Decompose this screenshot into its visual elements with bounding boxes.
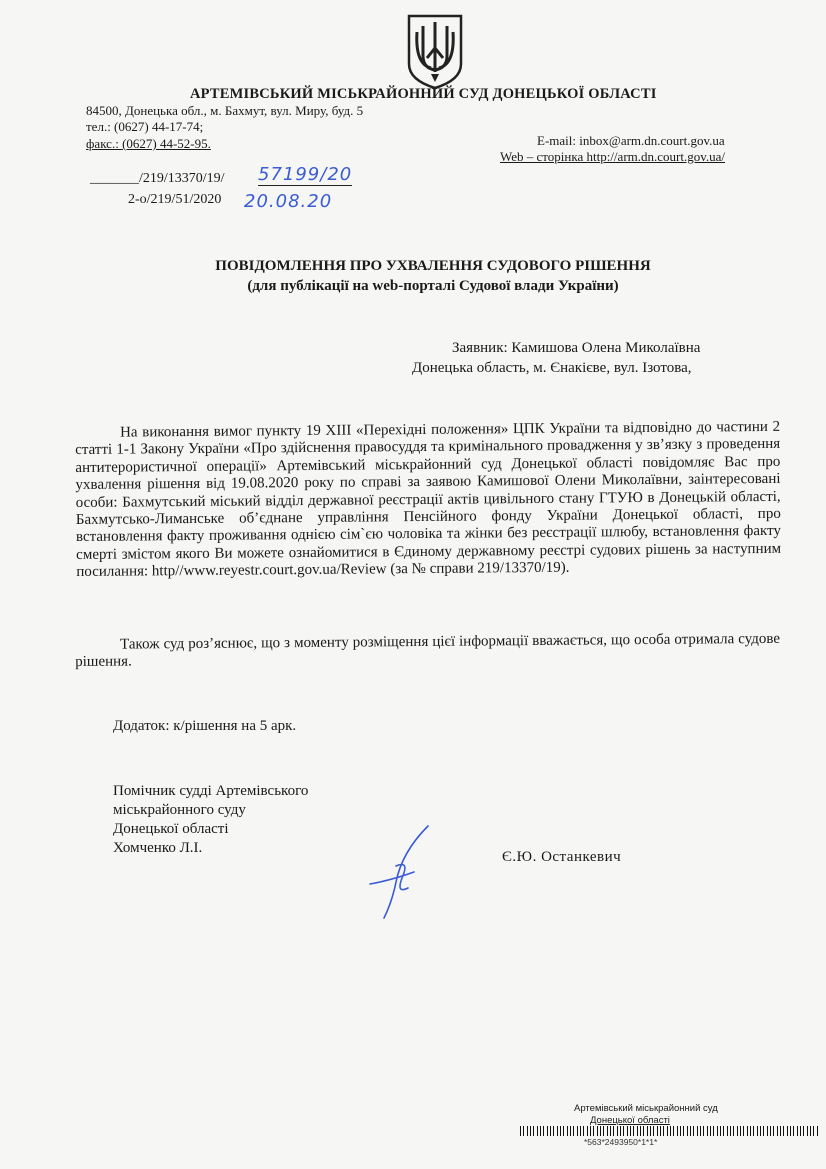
case-reference: _______/219/13370/19/ bbox=[90, 171, 225, 186]
court-fax: факс.: (0627) 44-52-95. bbox=[86, 136, 211, 151]
signer-title-line: Помічник судді Артемівського bbox=[113, 783, 309, 799]
document-title: ПОВІДОМЛЕННЯ ПРО УХВАЛЕННЯ СУДОВОГО РІШЕННЯ bbox=[215, 258, 651, 274]
case-reference-secondary: 2-о/219/51/2020 bbox=[128, 192, 222, 207]
court-phone: тел.: (0627) 44-17-74; bbox=[86, 119, 204, 134]
notice-paragraph: На виконання вимог пункту 19 XIII «Перехідні положення» ЦПК України та відповідно до частини 2 статті 1-1 Закону України «Про здійснення правосуддя та кримінального провадження у зв’язку з проведення антитерористичної операції» Артемівський міськрайонний суд Донецької області повідомляє Вас про ухвалення рішення від 19.08.2020 року по справі за заявою Камишової Олени Миколаївни, заінтересовані особи: Бахмутський міський відділ державної реєстрації актів цивільного стану ГТУЮ в Донецькій області, Бахмутсько-Лиманське об’єднане управління Пенсійного фонду України Донецької області, про встановлення факту проживання однією сім`єю чоловіка та жінки без реєстрації шлюбу, встановлення факту смерті змістом якого Ви можете ознайомитися в Єдиному державному реєстрі судових рішень за наступним посилання: http//www.reyestr.court.gov.ua/Review (за № справи 219/13370/19). bbox=[75, 418, 782, 581]
handwritten-signature-icon bbox=[362, 822, 442, 922]
applicant-address: Донецька область, м. Єнакієве, вул. Ізотова, bbox=[412, 360, 692, 376]
stamp-court-name: Артемівський міськрайонний суд bbox=[574, 1103, 718, 1114]
court-website-link[interactable]: Web – сторінка http://arm.dn.court.gov.ua/ bbox=[500, 149, 726, 164]
court-email: E-mail: inbox@arm.dn.court.gov.ua bbox=[537, 133, 725, 148]
trident-emblem-icon bbox=[405, 12, 465, 90]
court-address: 84500, Донецька обл., м. Бахмут, вул. Миру, буд. 5 bbox=[86, 103, 364, 118]
signer-title-line: Донецької області bbox=[113, 821, 229, 837]
applicant-name: Заявник: Камишова Олена Миколаївна bbox=[452, 340, 701, 356]
handwritten-outgoing-number: 57199/20 bbox=[258, 164, 353, 185]
signer-title-line: міськрайонного суду bbox=[113, 802, 246, 818]
attachment-note: Додаток: к/рішення на 5 арк. bbox=[113, 718, 297, 734]
document-subtitle: (для публікації на web-порталі Судової влади України) bbox=[247, 278, 619, 294]
court-name-heading: АРТЕМІВСЬКИЙ МІСЬКРАЙОННИЙ СУД ДОНЕЦЬКОЇ ОБЛАСТІ bbox=[190, 86, 657, 102]
clarification-paragraph: Також суд роз’яснює, що з моменту розміщення цієї інформації вважається, що особа отримала судове рішення. bbox=[75, 630, 781, 671]
judge-signature-name: Є.Ю. Останкевич bbox=[502, 849, 622, 865]
stamp-region: Донецької області bbox=[590, 1115, 670, 1126]
signer-name: Хомченко Л.І. bbox=[113, 840, 203, 856]
barcode-number: *563*2493950*1*1* bbox=[584, 1137, 658, 1147]
barcode-icon bbox=[520, 1126, 820, 1136]
handwritten-outgoing-date: 20.08.20 bbox=[244, 191, 333, 212]
